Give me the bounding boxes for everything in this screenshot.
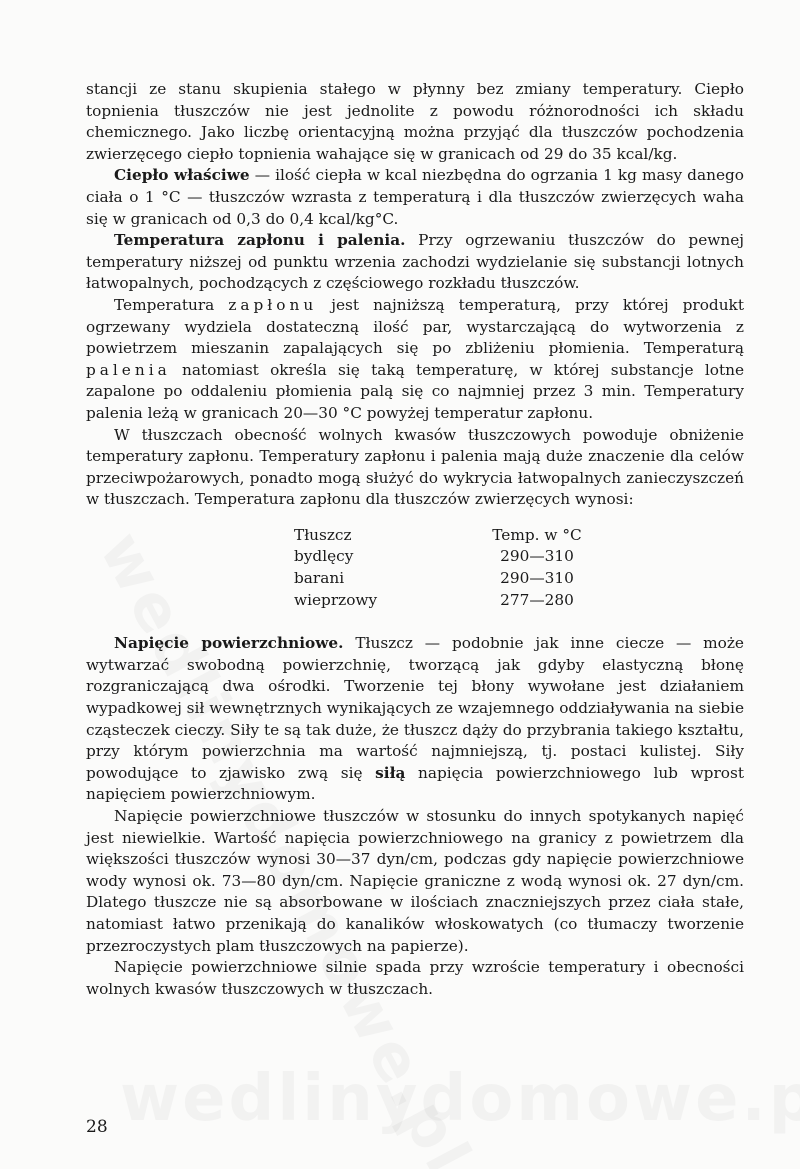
- table-header-fat: Tłuszcz: [294, 525, 352, 544]
- table-cell-temp: 290—310: [500, 569, 574, 588]
- definition-text-2: jest najniższą temperaturą, przy której produkt ogrzewany wydziela dostateczną ilość par, wystarczającą do wytworzenia z powietrzem mieszanin zapalających się po zbliżeniu płomienia. Temperaturą: [86, 295, 744, 358]
- paragraph-flash-point: [86, 230, 744, 295]
- text-surface-tension: Tłuszcz — podobnie jak inne ciecze — może wytwarzać swobodną powierzchnię, tworzącą jak gdyby elastyczną błonę rozgraniczającą dwa ośrodki. Tworzenie tej błony wywołane jest działaniem wypadkowej sił wewnętrznych wynikających ze wzajemnego oddziaływania na siebie cząsteczek cieczy. Siły te są tak duże, że tłuszcz dąży do przybrania takiego kształtu, przy którym powierzchnia ma wartość najmniejszą, tj. postaci kulistej. Siły powodujące to zjawisko zwą się: [86, 634, 744, 782]
- heading-specific-heat: Ciepło właściwe: [114, 166, 250, 185]
- paragraph-heat-of-melting: stancji ze stanu skupienia stałego w płynny bez zmiany temperatury. Ciepło topnienia tłuszczów nie jest jednolite z powodu różnorodności ich składu chemicznego. Jako liczbę orientacyjną można przyjąć dla tłuszczów pochodzenia zwierzęcego ciepło topnienia wahające się w granicach od 29 do 35 kcal/kg.: [86, 80, 744, 163]
- table-row: [294, 568, 597, 590]
- text-surface-tension-end: napięcia powierzchniowego lub wprost napięciem powierzchniowym.: [86, 763, 744, 804]
- page-body: [86, 79, 744, 1000]
- table-cell-fat: wieprzowy: [294, 590, 378, 609]
- text-specific-heat: — ilość ciepła w kcal niezbędna do ogrzania 1 kg masy danego ciała o 1 °C — tłuszczów wzrasta z temperaturą i dla tłuszczów zwierzęcych waha się w granicach od 0,3 do 0,4 kcal/kg°C.: [86, 166, 744, 228]
- paragraph-free-acids: W tłuszczach obecność wolnych kwasów tłuszczowych powoduje obniżenie temperatury zapłonu. Temperatury zapłonu i palenia mają duże znaczenie dla celów przeciwpożarowych, ponadto mogą służyć do wykrycia łatwopalnych zanieczyszczeń w tłuszczach. Temperatura zapłonu dla tłuszczów zwierzęcych wynosi:: [86, 425, 744, 509]
- watermark-bottom: [120, 1062, 800, 1136]
- table-row: [294, 546, 597, 568]
- text-flash-point: Przy ogrzewaniu tłuszczów do pewnej temperatury niższej od punktu wrzenia zachodzi wydzielanie się substancji lotnych łatwopalnych, pochodzących z częściowego rozkładu tłuszczów.: [86, 231, 744, 293]
- paragraph-tension-values: Napięcie powierzchniowe tłuszczów w stosunku do innych spotykanych napięć jest niewielkie. Wartość napięcia powierzchniowego na granicy z powietrzem dla większości tłuszczów wynosi 30—37 dyn/cm, podczas gdy napięcie powierzchniowe wody wynosi ok. 73—80 dyn/cm. Napięcie graniczne z wodą wynosi ok. 27 dyn/cm. Dlatego tłuszcze nie są absorbowane w ilościach znaczniejszych przez ciała stałe, natomiast łatwo przenikają do kanalików włoskowatych (co tłumaczy tworzenie przezroczystych plam tłuszczowych na papierze).: [86, 807, 744, 955]
- term-sila: siłą: [375, 763, 406, 782]
- heading-surface-tension: Napięcie powierzchniowe.: [114, 634, 344, 653]
- table-header-row: [294, 525, 597, 547]
- paragraph-tension-temperature: Napięcie powierzchniowe silnie spada przy wzroście temperatury i obecności wolnych kwasów tłuszczowych w tłuszczach.: [86, 958, 744, 998]
- table-cell-fat: barani: [294, 569, 345, 588]
- heading-flash-point: Temperatura zapłonu i palenia.: [114, 231, 406, 250]
- page-number: 28: [86, 1117, 108, 1137]
- definition-text-1: Temperatura: [114, 295, 229, 314]
- table-row: [294, 590, 597, 612]
- table-cell-fat: bydlęcy: [294, 547, 354, 566]
- definition-text-3: natomiast określa się taką temperaturę, w której substancje lotne zapalone po oddaleniu płomienia palą się co najmniej przez 3 min. Temperatury palenia leżą w granicach 20—30 °C powyżej temperatur zapłonu.: [86, 360, 744, 422]
- paragraph-surface-tension: [86, 633, 744, 806]
- paragraph-definitions: [86, 295, 744, 425]
- paragraph-specific-heat: [86, 165, 744, 230]
- table-cell-temp: 290—310: [500, 547, 574, 566]
- term-zaplonu: zapłonu: [228, 295, 318, 314]
- table-cell-temp: 277—280: [500, 590, 574, 609]
- term-palenia: palenia: [86, 360, 171, 379]
- table-header-temp: Temp. w °C: [492, 525, 582, 544]
- flash-point-table: [294, 525, 597, 611]
